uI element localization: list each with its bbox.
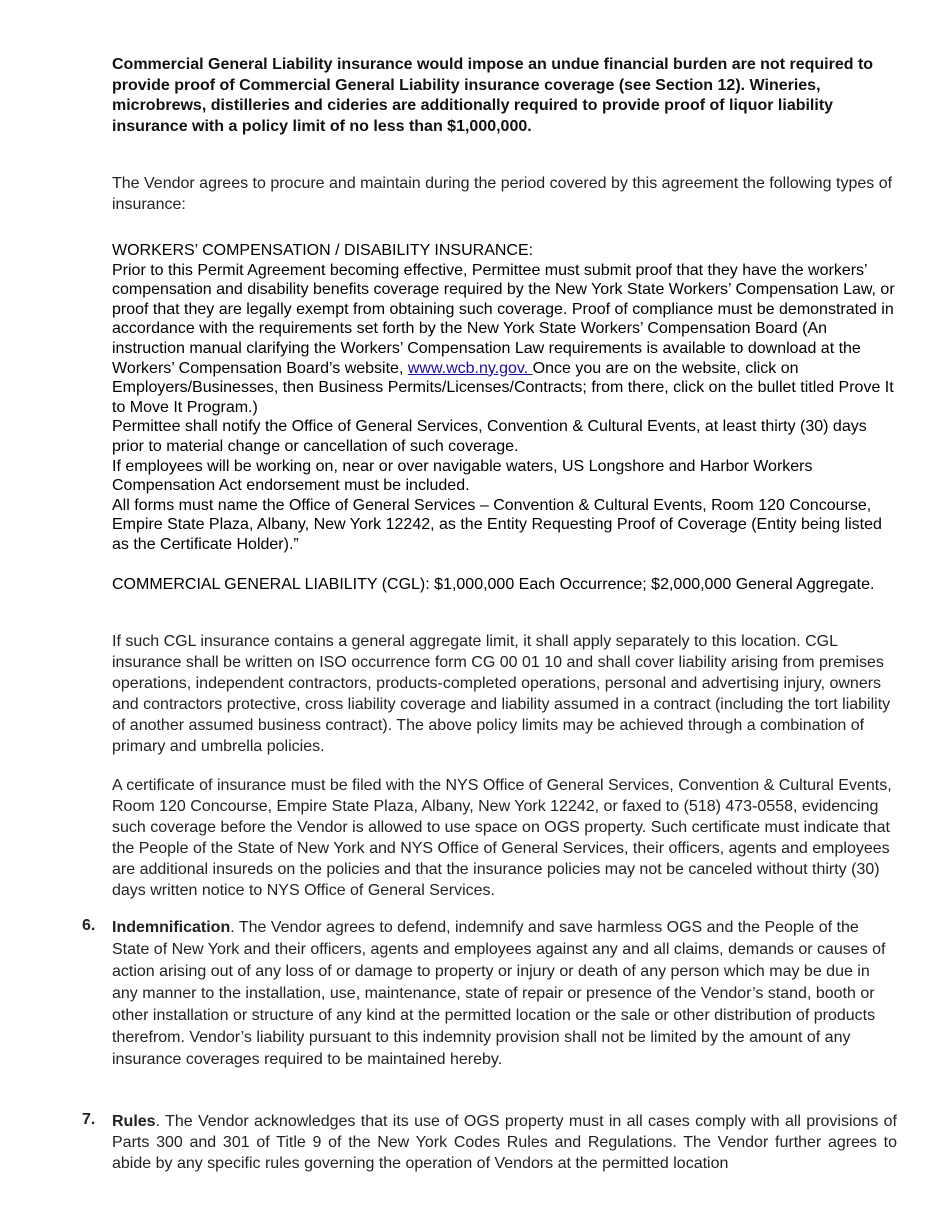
workers-comp-paragraph-1 (112, 261, 897, 418)
intro-bold-paragraph: Commercial General Liability insurance would impose an undue financial burden are not required to provide proof of Commercial General Liability insurance coverage (see Section 12). Wineries, microbrews, distilleries and cideries are additionally required to provide proof of liquor liability insurance with a policy limit of no less than $1,000,000. (112, 56, 874, 135)
workers-comp-p1-text: Prior to this Permit Agreement becoming effective, Permittee must submit proof that they have the workers’ compensation and disability benefits coverage required by the New York State Workers’ Compensation Law, or proof that they are legally exempt from obtaining such coverage. Proof of compliance must be demonstrated in accordance with the requirements set forth by the New York State Workers’ Compensation Board (An instruction manual clarifying the Workers’ Compensation Law requirements is available to download at the Workers’ Compensation Board’s website, (112, 261, 895, 377)
section-6-indemnification (112, 917, 897, 1071)
section-7-text: . The Vendor acknowledges that its use of OGS property must in all cases comply with all provisions of Parts 300 and 301 of Title 9 of the New York Codes Rules and Regulations. The Vendor further agrees to abide by any specific rules governing the operation of Vendors at the permitted location (112, 1113, 897, 1172)
section-7-number: 7. (82, 1111, 96, 1128)
workers-comp-paragraph-3: If employees will be working on, near or over navigable waters, US Longshore and Harbor Workers Compensation Act endorsement must be included. (112, 457, 813, 495)
vendor-agrees-paragraph: The Vendor agrees to procure and maintain during the period covered by this agreement the following types of insurance: (112, 175, 893, 213)
section-7-rules (112, 1111, 897, 1174)
section-6-text: . The Vendor agrees to defend, indemnify and save harmless OGS and the People of the State of New York and their officers, agents and employees against any and all claims, demands or causes of action arising out of any loss of or damage to property or injury or death of any person which may be due in any manner to the installation, use, maintenance, state of repair or presence of the Vendor’s stand, booth or other installation or structure of any kind at the permitted location or the sale or other distribution of products therefrom. Vendor’s liability pursuant to this indemnity provision shall not be limited by the amount of any insurance coverages required to be maintained hereby. (112, 919, 886, 1068)
section-6-number: 6. (82, 917, 96, 934)
section-6-title: Indemnification (112, 919, 231, 936)
cgl-paragraph-2: A certificate of insurance must be filed with the NYS Office of General Services, Convention & Cultural Events, Room 120 Concourse, Empire State Plaza, Albany, New York 12242, or faxed to (518) 473-0558, evidencing such coverage before the Vendor is allowed to use space on OGS property. Such certificate must indicate that the People of the State of New York and NYS Office of General Services, their officers, agents and employees are additional insureds on the policies and that the insurance policies may not be canceled without thirty (30) days written notice to NYS Office of General Services. (112, 777, 892, 899)
wcb-website-link[interactable]: www.wcb.ny.gov. (407, 359, 533, 377)
cgl-heading: COMMERCIAL GENERAL LIABILITY (CGL): $1,000,000 Each Occurrence; $2,000,000 General Aggregate. (112, 576, 875, 593)
workers-comp-section (112, 241, 897, 555)
workers-comp-p1-after-link: Once you are on the website, click on Employers/Businesses, then Business Permits/Licenses/Contracts; from there, click on the bullet titled Prove It to Move It Program.) (112, 359, 894, 416)
cgl-paragraph-1: If such CGL insurance contains a general aggregate limit, it shall apply separately to this location. CGL insurance shall be written on ISO occurrence form CG 00 01 10 and shall cover liability arising from premises operations, independent contractors, products-completed operations, personal and advertising injury, owners and contractors protective, cross liability coverage and liability assumed in a contract (including the tort liability of another assumed business contract). The above policy limits may be achieved through a combination of primary and umbrella policies. (112, 633, 891, 755)
workers-comp-paragraph-4: All forms must name the Office of General Services – Convention & Cultural Events, Room 120 Concourse, Empire State Plaza, Albany, New York 12242, as the Entity Requesting Proof of Coverage (Entity being listed as the Certificate Holder).” (112, 496, 882, 553)
workers-comp-paragraph-2: Permittee shall notify the Office of General Services, Convention & Cultural Events, at least thirty (30) days prior to material change or cancellation of such coverage. (112, 418, 867, 455)
section-7-title: Rules (112, 1113, 156, 1130)
workers-comp-heading: WORKERS’ COMPENSATION / DISABILITY INSURANCE: (112, 242, 534, 259)
